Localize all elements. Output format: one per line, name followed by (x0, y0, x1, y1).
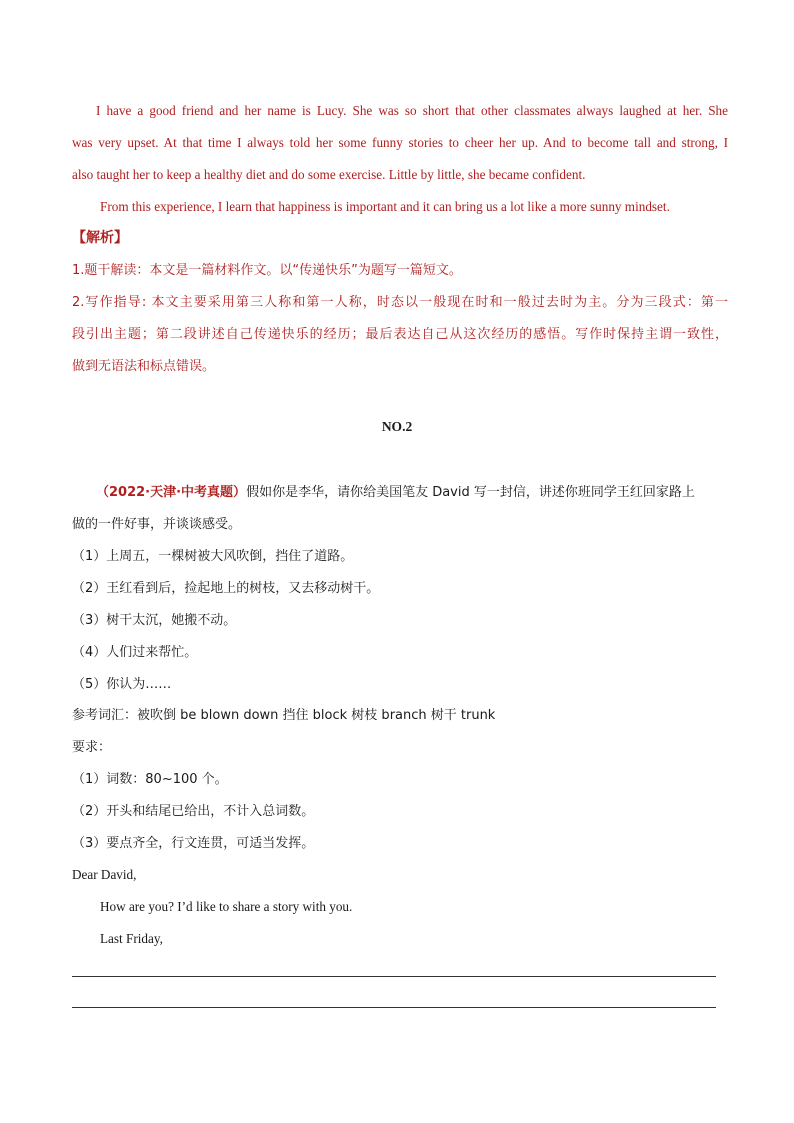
answer-line-2[interactable] (72, 1007, 716, 1008)
vocab-line: 参考词汇：被吹倒 be blown down 挡住 block 树枝 branch 树干 trunk (72, 708, 496, 723)
requirement-1: （1）词数：80~100 个。 (72, 772, 228, 787)
point-2: （2）王红看到后，捡起地上的树枝，又去移动树干。 (72, 581, 380, 596)
analysis-item-1: 1.题干解读：本文是一篇材料作文。以“传递快乐”为题写一篇短文。 (72, 263, 462, 278)
letter-greeting: Dear David, (72, 867, 137, 882)
point-4: （4）人们过来帮忙。 (72, 645, 198, 660)
analysis-item-2-line-2: 段引出主题；第二段讲述自己传递快乐的经历；最后表达自己从这次经历的感悟。写作时保持主谓一致性， (72, 327, 728, 342)
letter-start: Last Friday, (100, 931, 163, 946)
requirements-heading: 要求： (72, 740, 112, 755)
answer-line-1[interactable] (72, 976, 716, 977)
letter-opening: How are you? I’d like to share a story with you. (100, 899, 353, 914)
point-5: （5）你认为…… (72, 677, 172, 692)
essay-paragraph-1-line-3: also taught her to keep a healthy diet and do some exercise. Little by little, she became confident. (72, 167, 586, 182)
analysis-heading: 【解析】 (72, 231, 128, 246)
prompt-text: 假如你是李华，请你给美国笔友 David 写一封信，讲述你班同学王红回家路上 (246, 485, 695, 500)
section-title: NO.2 (381, 419, 413, 434)
point-1: （1）上周五，一棵树被大风吹倒，挡住了道路。 (72, 549, 354, 564)
analysis-item-2-line-1: 2.写作指导: 本文主要采用第三人称和第一人称，时态以一般现在时和一般过去时为主。分为三段式：第一 (72, 295, 728, 310)
source-tag: （2022·天津·中考真题） (96, 485, 247, 500)
essay-paragraph-2: From this experience, I learn that happiness is important and it can bring us a lot like a more sunny mindset. (100, 199, 670, 214)
analysis-item-2-line-3: 做到无语法和标点错误。 (72, 359, 216, 374)
essay-paragraph-1-line-1: I have a good friend and her name is Lucy. She was so short that other classmates always laughed at her. She (96, 103, 728, 118)
essay-paragraph-1-line-2: was very upset. At that time I always told her some funny stories to cheer her up. And to become tall and strong, I (72, 135, 728, 150)
prompt-line-1 (96, 483, 728, 503)
requirement-3: （3）要点齐全，行文连贯，可适当发挥。 (72, 836, 315, 851)
prompt-line-2: 做的一件好事，并谈谈感受。 (72, 517, 242, 532)
point-3: （3）树干太沉，她搬不动。 (72, 613, 237, 628)
requirement-2: （2）开头和结尾已给出，不计入总词数。 (72, 804, 315, 819)
